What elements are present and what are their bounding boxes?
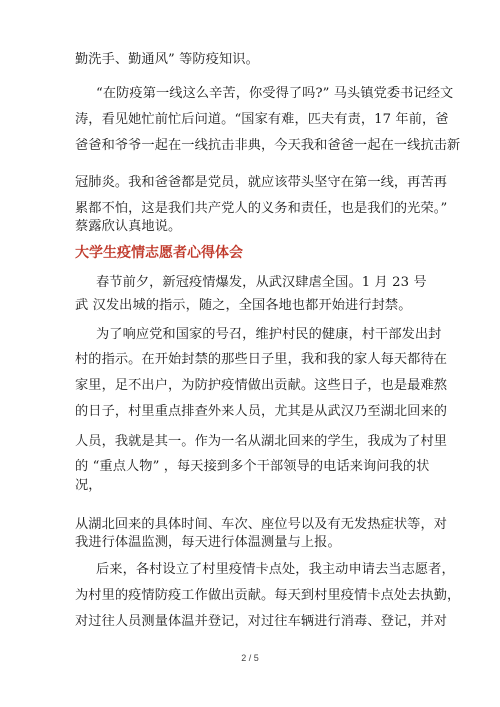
page-number: 2 / 5 xyxy=(241,653,259,663)
paragraph-line: 人员，我就是其一。作为一名从湖北回来的学生，我成为了村里 xyxy=(75,434,448,449)
paragraph-line: 冠肺炎。我和爸爸都是党员，就应该带头坚守在第一线，再苦再 xyxy=(75,175,448,190)
paragraph-line: 家里，足不出户，为防护疫情做出贡献。这些日子，也是最难熬 xyxy=(75,378,448,393)
paragraph-line: 我进行体温监测，每天进行体温测量与上报。 xyxy=(75,535,341,550)
paragraph-line: 的 “重点人物” ，每天接到多个干部领导的电话来询问我的状 xyxy=(75,459,430,474)
paragraph-line: 武 汉发出城的指示，随之，全国各地也都开始进行封禁。 xyxy=(75,298,412,313)
paragraph-line: 蔡露欣认真地说。 xyxy=(75,219,182,234)
paragraph-line: 春节前夕，新冠疫情爆发，从武汉肆虐全国。1 月 23 号 xyxy=(96,275,427,290)
paragraph-line: 对过往人员测量体温并登记，对过往车辆进行消毒、登记，并对 xyxy=(75,614,448,629)
paragraph-line: 累都不怕，这是我们共产党人的义务和责任，也是我们的光荣。” xyxy=(75,201,448,216)
paragraph-line: 爸爸和爷爷一起在一线抗击非典，今天我和爸爸一起在一线抗击新 xyxy=(75,138,461,153)
paragraph-line: 后来，各村设立了村里疫情卡点处，我主动申请去当志愿者， xyxy=(96,562,455,577)
paragraph-line: 村的指示。在开始封禁的那些日子里，我和我的家人每天都待在 xyxy=(75,352,448,367)
section-heading: 大学生疫情志愿者心得体会 xyxy=(75,245,243,261)
paragraph-line: 从湖北回来的具体时间、车次、座位号以及有无发热症状等，对 xyxy=(75,517,448,532)
paragraph-line: 涛，看见她忙前忙后问道。“国家有难，匹夫有责，17 年前，爸 xyxy=(75,112,449,127)
paragraph-line: “在防疫第一线这么辛苦，你受得了吗?” 马头镇党委书记经文 xyxy=(96,86,454,101)
paragraph-line: 为了响应党和国家的号召，维护村民的健康，村干部发出封 xyxy=(96,327,442,342)
paragraph-line: 勤洗手、勤通风” 等防疫知识。 xyxy=(75,52,259,67)
paragraph-line: 为村里的疫情防疫工作做出贡献。每天到村里疫情卡点处去执勤， xyxy=(75,588,461,603)
paragraph-line: 况， xyxy=(75,478,102,493)
paragraph-line: 的日子，村里重点排查外来人员，尤其是从武汉乃至湖北回来的 xyxy=(75,404,448,419)
